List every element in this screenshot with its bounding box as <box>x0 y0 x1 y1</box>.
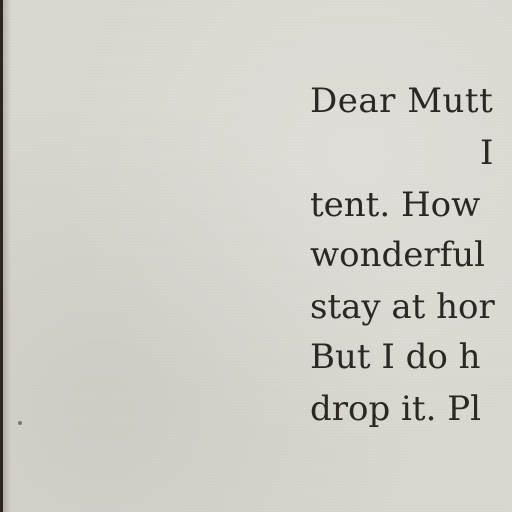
paper-speck <box>18 421 22 425</box>
letter-line-5: stay at hor <box>310 287 495 327</box>
letter-line-4: wonderful <box>310 235 485 275</box>
letter-line-salutation: Dear Mutt <box>310 81 494 121</box>
letter-line-3: tent. How <box>310 185 481 225</box>
letter-line-7: drop it. Pl <box>310 389 481 429</box>
letter-line-6: But I do h <box>310 337 481 377</box>
letter-line-2: I <box>480 133 494 173</box>
page-edge-shadow <box>3 0 11 512</box>
